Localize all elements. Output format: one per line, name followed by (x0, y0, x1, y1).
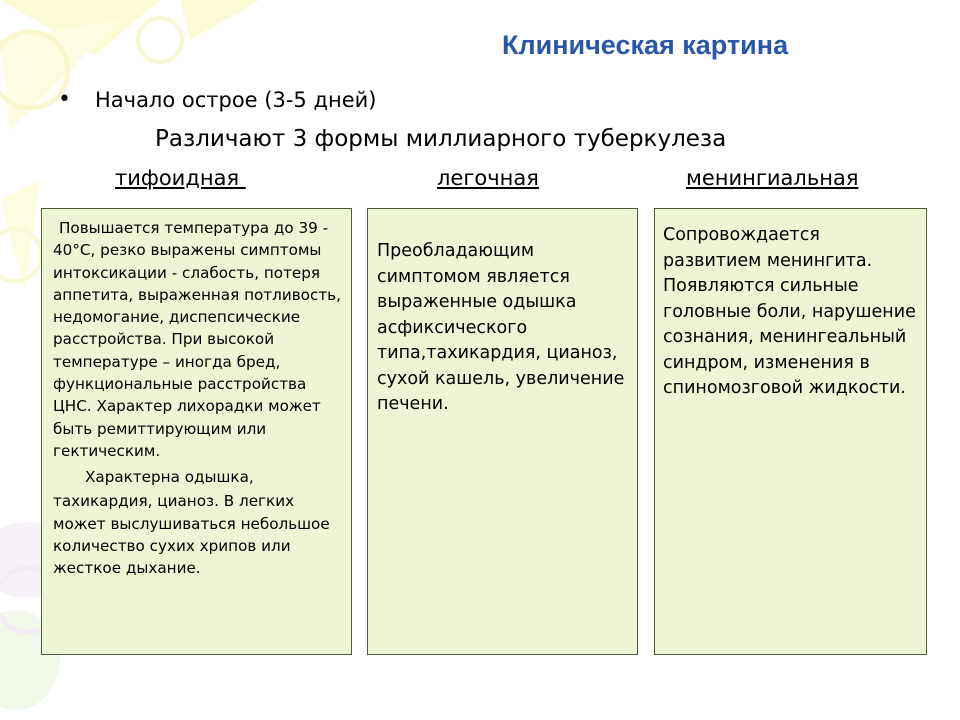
meningeal-paragraph: Сопровождается развитием менингита. Появляются сильные головные боли, нарушение сознания, менингеальный синдром, изменения в спиномозговой жидкости. (663, 225, 916, 398)
typhoid-paragraph: Характерна одышка, (85, 468, 254, 487)
typhoid-paragraph: тахикардия, цианоз. В легких может выслушиваться небольшое количество сухих хрипов или жесткое дыхание. (53, 492, 330, 578)
pulmonary-description-box (367, 208, 638, 655)
slide-subtitle: Различают 3 формы миллиарного туберкулеза (155, 126, 727, 152)
slide-title: Клиническая картина (502, 30, 789, 60)
form-label-meningeal: менингиальная (686, 166, 859, 190)
meningeal-description-box (654, 208, 927, 655)
bullet-dot: • (58, 87, 71, 112)
pulmonary-paragraph: Преобладающим симптомом является выраженные одышка асфиксического типа,тахикардия, цианоз, сухой кашель, увеличение печени. (377, 241, 625, 414)
typhoid-paragraph: Повышается температура до 39 - 40°С, резко выражены симптомы интоксикации - слабость, потеря аппетита, выраженная потливость, недомогание, диспепсические расстройства. При высокой температуре – иногда бред, функциональные расстройства ЦНС. Характер лихорадки может быть ремиттирующим или гектическим. (53, 219, 341, 460)
bullet-onset: Начало острое (3-5 дней) (95, 88, 377, 112)
form-label-pulmonary: легочная (437, 166, 539, 190)
typhoid-description-box (41, 208, 352, 655)
form-label-typhoid: тифоидная (115, 166, 246, 190)
